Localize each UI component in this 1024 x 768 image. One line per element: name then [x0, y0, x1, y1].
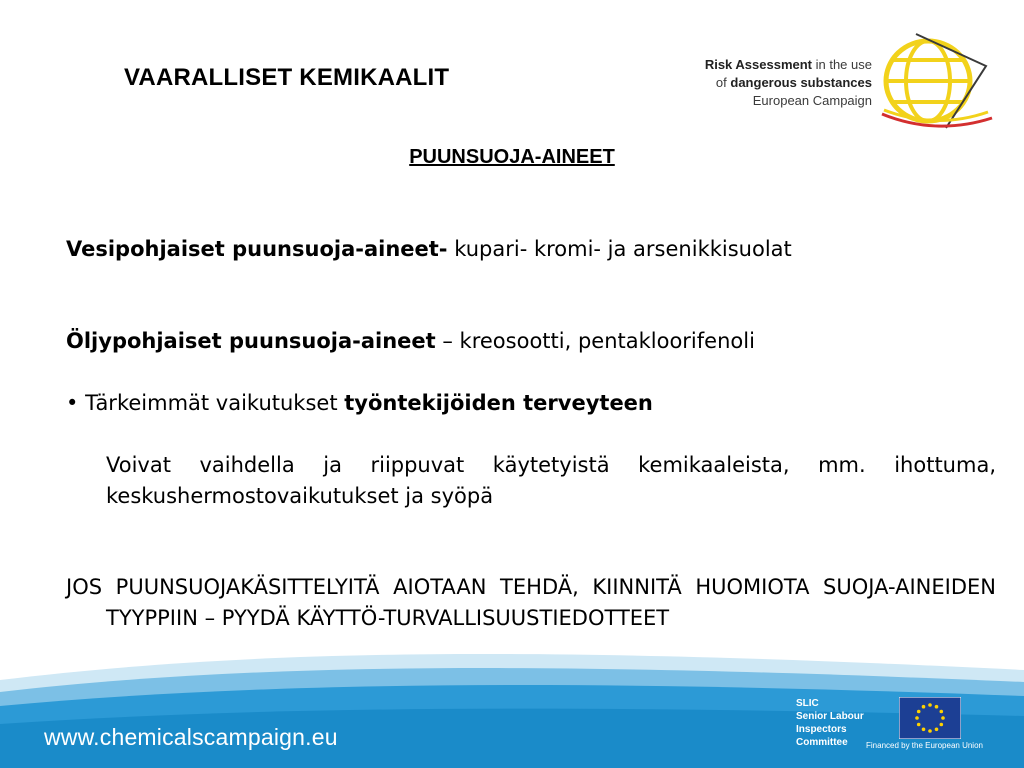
eu-funding-caption: Financed by the European Union — [866, 741, 983, 750]
footer-url-link[interactable]: www.chemicalscampaign.eu — [44, 724, 338, 750]
p2-text: – kreosootti, pentakloorifenoli — [435, 329, 755, 353]
campaign-logo-icon — [876, 26, 996, 136]
slic-line: SLIC — [796, 698, 819, 709]
bullet-icon: • — [66, 391, 79, 415]
paragraph-water-based — [66, 234, 996, 265]
p1-text: kupari- kromi- ja arsenikkisuolat — [447, 237, 792, 261]
eu-flag-icon — [899, 697, 961, 739]
slic-line: Committee — [796, 737, 848, 748]
logo-line2-pre: of — [715, 75, 731, 90]
p3-bold: työntekijöiden terveyteen — [344, 391, 653, 415]
logo-line1-bold: Risk Assessment — [704, 57, 812, 72]
logo-line3: European Campaign — [752, 93, 872, 108]
paragraph-effects-detail: Voivat vaihdella ja riippuvat käytetyistä kemikaaleista, mm. ihottuma, keskushermostovaikutukset ja syöpä — [106, 453, 996, 508]
paragraph-oil-based — [66, 326, 956, 357]
slic-line: Senior Labour — [796, 711, 864, 722]
paragraph-warning: JOS PUUNSUOJAKÄSITTELYITÄ AIOTAAN TEHDÄ, KIINNITÄ HUOMIOTA SUOJA-AINEIDEN TYYPPIIN – PYYDÄ KÄYTTÖ-TURVALLISUUSTIEDOTTEET — [66, 575, 996, 630]
p1-bold: Vesipohjaiset puunsuoja-aineet- — [66, 237, 448, 261]
logo-line1-rest: in the use — [812, 57, 872, 72]
campaign-logo-text — [672, 56, 872, 110]
slide-title: VAARALLISET KEMIKAALIT — [124, 64, 450, 91]
slic-line: Inspectors — [796, 724, 847, 735]
bullet-main-effects — [66, 388, 956, 419]
section-subtitle: PUUNSUOJA-AINEET — [409, 146, 615, 168]
p2-bold: Öljypohjaiset puunsuoja-aineet — [66, 329, 436, 353]
logo-line2-bold: dangerous substances — [730, 75, 872, 90]
p3-text: Tärkeimmät vaikutukset — [78, 391, 345, 415]
